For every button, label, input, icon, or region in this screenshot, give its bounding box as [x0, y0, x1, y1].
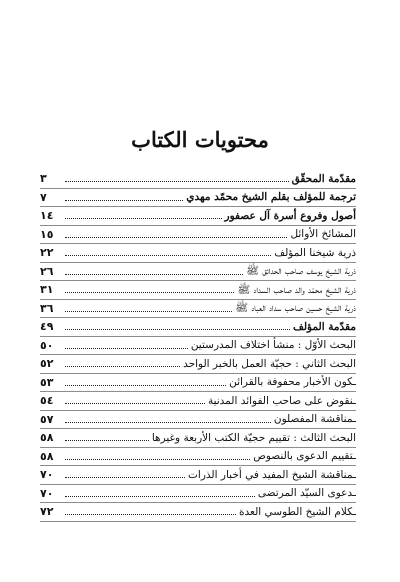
table-of-contents — [40, 170, 356, 522]
toc-entry[interactable] — [40, 244, 356, 263]
toc-entry-label: ذرية شيخنا المؤلف — [274, 246, 356, 259]
toc-entry-page: ٥٤ — [40, 394, 54, 408]
toc-entry[interactable] — [40, 170, 356, 189]
toc-entry[interactable] — [40, 189, 356, 208]
dot-leader — [65, 477, 185, 478]
toc-entry[interactable] — [40, 411, 356, 430]
toc-entry-label: أصول وفروع أسرة آل عصفور — [224, 209, 356, 222]
page-title: محتويات الكتاب — [131, 127, 269, 152]
dot-leader — [65, 422, 271, 423]
toc-entry-label: ـدعوى السيّد المرتضى — [257, 487, 356, 500]
toc-entry-label: ـمناقشة المفصلون — [273, 413, 356, 426]
toc-entry[interactable] — [40, 281, 356, 300]
toc-entry[interactable] — [40, 355, 356, 374]
dot-leader — [65, 440, 149, 441]
toc-entry-page: ٤٩ — [40, 320, 54, 334]
dot-leader — [65, 255, 271, 256]
toc-entry-label: المشائخ الأوائل — [290, 228, 356, 241]
toc-entry-label: ذرية الشيخ يوسف صاحب الحدائق ﷺ — [246, 265, 356, 278]
dot-leader — [65, 181, 289, 182]
toc-entry-page: ٢٦ — [40, 264, 54, 278]
toc-entry[interactable] — [40, 337, 356, 356]
toc-entry-page: ٧٠ — [40, 486, 54, 500]
toc-entry-label: البحث الأوّل : منشأ اختلاف المدرستين — [190, 339, 356, 352]
toc-entry-label: ترجمة للمؤلف بقلم الشيخ محمّد مهدي — [186, 191, 356, 204]
toc-entry-page: ٥٨ — [40, 449, 54, 463]
dot-leader — [65, 311, 232, 312]
toc-entry[interactable] — [40, 429, 356, 448]
toc-entry-page: ٥٢ — [40, 357, 54, 371]
toc-entry[interactable] — [40, 466, 356, 485]
toc-entry[interactable] — [40, 300, 356, 319]
dot-leader — [65, 385, 226, 386]
toc-entry-page: ٣٦ — [40, 301, 54, 315]
toc-entry-label: مقدّمة المؤلف — [292, 320, 356, 333]
toc-entry[interactable] — [40, 392, 356, 411]
dot-leader — [65, 366, 180, 367]
toc-entry[interactable] — [40, 503, 356, 522]
toc-entry-label: البحث الثاني : حجيّة العمل بالخبر الواحد — [183, 357, 356, 370]
toc-entry-label: ـمناقشة الشيخ المفيد في أخبار الذرات — [188, 468, 356, 481]
toc-entry-label: البحث الثالث : تقييم حجيّة الكتب الأربعة وغيرها — [151, 431, 356, 444]
toc-entry-page: ٣١ — [40, 283, 54, 297]
toc-entry[interactable] — [40, 263, 356, 282]
dot-leader — [65, 200, 183, 201]
dot-leader — [65, 514, 236, 515]
toc-entry-label: ـكلام الشيخ الطوسي العدة — [239, 505, 356, 518]
toc-entry[interactable] — [40, 374, 356, 393]
toc-entry-page: ٧٢ — [40, 505, 54, 519]
toc-entry-label: ذرية الشيخ حسين صاحب سداد العباد ﷺ — [235, 302, 356, 315]
toc-entry-page: ٧٠ — [40, 468, 54, 482]
dot-leader — [65, 329, 290, 330]
toc-entry-page: ٥٨ — [40, 431, 54, 445]
toc-entry-page: ١٤ — [40, 209, 54, 223]
toc-entry-page: ٥٧ — [40, 412, 54, 426]
dot-leader — [65, 496, 255, 497]
dot-leader — [65, 348, 188, 349]
toc-entry-label: ـكون الأخبار محفوفة بالقرائن — [229, 376, 356, 389]
toc-entry[interactable] — [40, 207, 356, 226]
dot-leader — [65, 403, 205, 404]
dot-leader — [65, 274, 243, 275]
dot-leader — [65, 459, 250, 460]
dot-leader — [65, 292, 234, 293]
toc-entry[interactable] — [40, 485, 356, 504]
toc-entry-label: ـتقييم الدعوى بالنصوص — [253, 450, 356, 463]
toc-entry-label: ـنقوض على صاحب الفوائد المدنية — [207, 394, 356, 407]
toc-entry[interactable] — [40, 448, 356, 467]
toc-entry-page: ١٥ — [40, 227, 54, 241]
toc-entry-page: ٧ — [40, 190, 47, 204]
dot-leader — [65, 237, 287, 238]
toc-entry-page: ٢٢ — [40, 246, 54, 260]
dot-leader — [65, 218, 222, 219]
toc-entry-page: ٣ — [40, 172, 47, 186]
toc-entry-page: ٥٣ — [40, 375, 54, 389]
toc-entry[interactable] — [40, 226, 356, 245]
toc-entry-page: ٥٠ — [40, 338, 54, 352]
toc-entry[interactable] — [40, 318, 356, 337]
toc-entry-label: مقدّمة المحقّق — [291, 172, 356, 185]
toc-entry-label: ذرية الشيخ محمّد والد صاحب السداد ﷺ — [237, 283, 356, 296]
